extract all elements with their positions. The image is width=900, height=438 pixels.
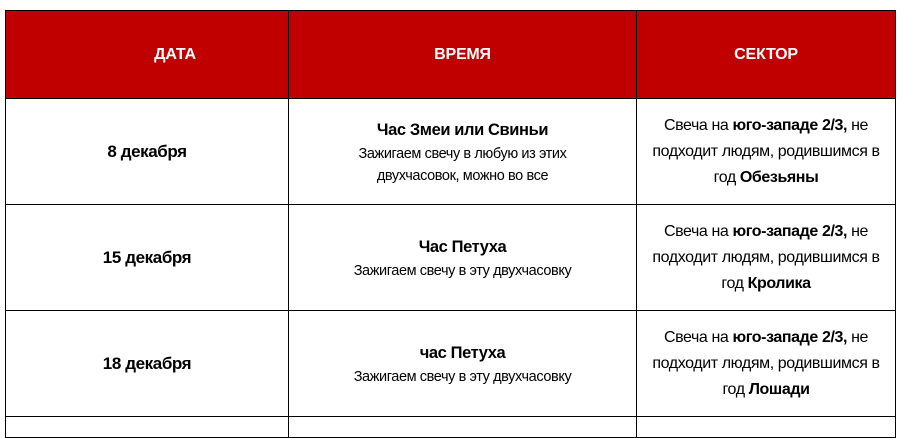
- date-cell: 8 декабря: [6, 99, 289, 205]
- empty-cell: [289, 417, 637, 438]
- time-cell: [289, 205, 637, 311]
- header-row: [6, 11, 896, 99]
- sector-text: не подходит людям, родившимся в год: [652, 222, 880, 292]
- sector-text: не подходит людям, родившимся в год: [652, 328, 880, 398]
- time-title: Час Петуха: [418, 237, 507, 256]
- sector-prefix: Свеча на: [663, 222, 733, 240]
- time-title: Час Змеи или Свиньи: [376, 120, 549, 139]
- time-title: час Петуха: [419, 343, 506, 362]
- time-cell: [289, 311, 637, 417]
- sector-direction: юго-западе 2/3,: [732, 116, 848, 134]
- sector-cell: [637, 311, 896, 417]
- sector-cell: [637, 205, 896, 311]
- sector-direction: юго-западе 2/3,: [732, 222, 848, 240]
- sector-prefix: Свеча на: [663, 116, 733, 134]
- table-row-partial: [6, 417, 896, 438]
- table-row: [6, 311, 896, 417]
- time-note: Зажигаем свечу в любую из этих двухчасовок, можно во все: [358, 145, 567, 184]
- empty-cell: [6, 417, 289, 438]
- sector-animal: Кролика: [747, 274, 811, 292]
- date-cell: 15 декабря: [6, 205, 289, 311]
- sector-text: не подходит людям, родившимся в год: [652, 116, 880, 186]
- time-note: Зажигаем свечу в эту двухчасовку: [353, 368, 572, 385]
- table-row: [6, 205, 896, 311]
- header-sector: СЕКТОР: [637, 11, 896, 99]
- sector-animal: Лошади: [748, 380, 810, 398]
- candle-schedule-table: [5, 10, 896, 438]
- time-note: Зажигаем свечу в эту двухчасовку: [353, 262, 572, 279]
- empty-cell: [637, 417, 896, 438]
- sector-prefix: Свеча на: [663, 328, 733, 346]
- sector-cell: [637, 99, 896, 205]
- sector-direction: юго-западе 2/3,: [732, 328, 848, 346]
- header-time: ВРЕМЯ: [289, 11, 637, 99]
- time-cell: [289, 99, 637, 205]
- table-row: [6, 99, 896, 205]
- sector-animal: Обезьяны: [739, 168, 819, 186]
- header-date: ДАТА: [6, 11, 289, 99]
- date-cell: 18 декабря: [6, 311, 289, 417]
